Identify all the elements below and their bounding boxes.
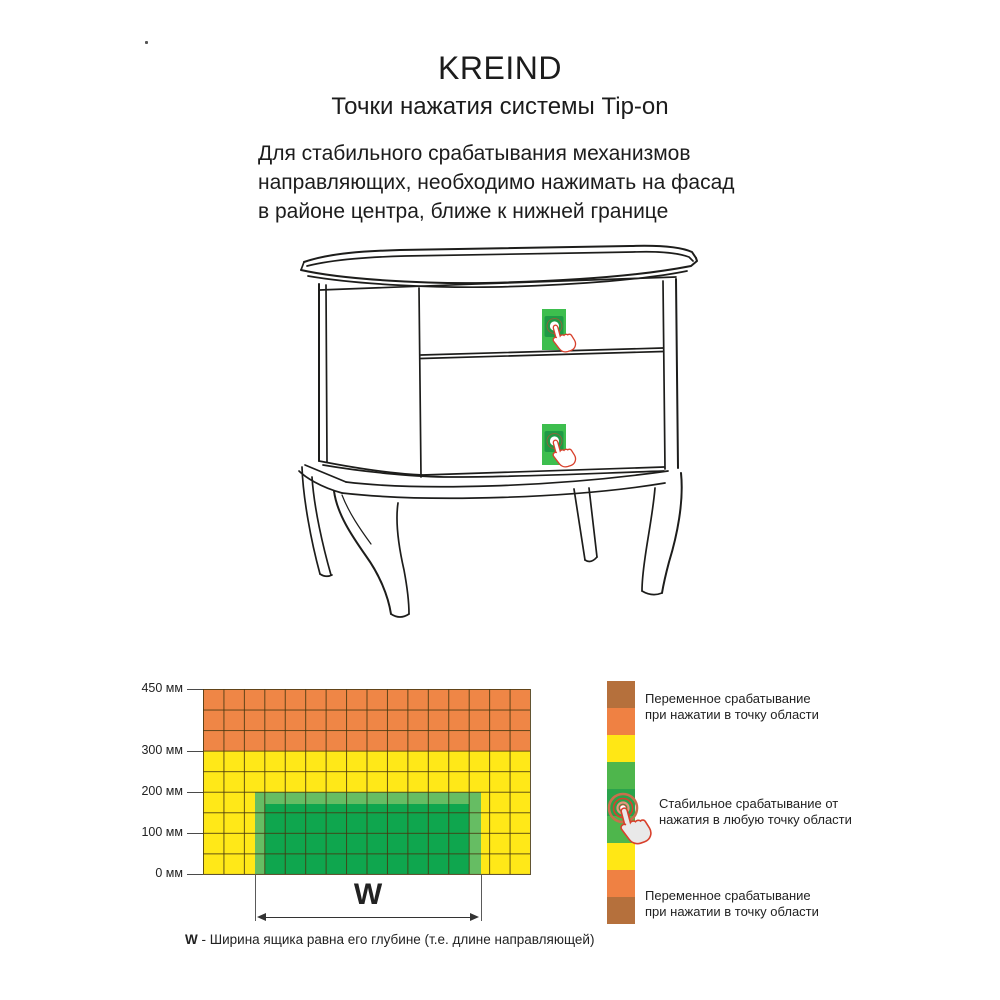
arrowhead-right: [470, 913, 479, 921]
intro-paragraph: [258, 139, 735, 226]
y-tick-label: 300 мм: [141, 742, 183, 757]
caption-text: - Ширина ящика равна его глубине (т.е. длине направляющей): [197, 932, 595, 947]
legend-item-line: при нажатии в точку области: [645, 904, 819, 919]
y-tick-label: 0 мм: [155, 866, 183, 880]
legend-bar-segment: [607, 681, 635, 708]
artifact-dot: [145, 41, 148, 44]
legend-item-line: при нажатии в точку области: [645, 707, 819, 722]
y-tick-line: [187, 792, 203, 793]
press-zone-chart: [141, 681, 595, 947]
touch-point-icon-bottom-drawer: [542, 424, 577, 469]
y-tick-line: [187, 833, 203, 834]
page-subtitle: Точки нажатия системы Tip-on: [331, 93, 669, 120]
legend-item-variable-top: [645, 691, 819, 723]
legend-bar-segment: [607, 735, 635, 762]
y-tick-label: 100 мм: [141, 824, 183, 839]
legend-item-line: Переменное срабатывание: [645, 691, 811, 706]
y-tick-line: [187, 689, 203, 690]
dimension-extension-line: [255, 875, 256, 921]
dimension-extension-line: [481, 875, 482, 921]
legend-item-line: нажатия в любую точку области: [659, 812, 852, 827]
brand-title: KREIND: [438, 50, 562, 86]
y-tick-label: 450 мм: [141, 681, 183, 695]
nightstand-lines: [299, 246, 697, 617]
dimension-label: W: [353, 878, 383, 911]
legend-item-stable: [659, 796, 852, 828]
touch-press-icon: [592, 780, 672, 860]
legend-bar-segment: [607, 708, 635, 735]
legend-bar-segment: [607, 870, 635, 897]
intro-line-3: в районе центра, ближе к нижней границе: [258, 200, 669, 223]
y-tick-line: [187, 751, 203, 752]
intro-line-2: направляющих, необходимо нажимать на фасад: [258, 171, 735, 194]
legend-item-line: Стабильное срабатывание от: [659, 796, 839, 811]
caption-w: W: [185, 932, 198, 947]
press-zone-grid: [203, 689, 531, 875]
dimension-arrow-line: [264, 917, 472, 918]
intro-line-1: Для стабильного срабатывания механизмов: [258, 142, 691, 165]
chart-caption: [185, 932, 594, 947]
y-tick-label: 200 мм: [141, 783, 183, 798]
grid-lines: [203, 689, 530, 874]
header: [0, 50, 1000, 121]
arrowhead-left: [257, 913, 266, 921]
y-tick-line: [187, 874, 203, 875]
legend-item-line: Переменное срабатывание: [645, 888, 811, 903]
touch-point-icon-top-drawer: [542, 309, 577, 354]
nightstand-drawing: [290, 240, 710, 635]
legend-bar-segment: [607, 897, 635, 924]
legend-item-variable-bottom: [645, 888, 819, 920]
